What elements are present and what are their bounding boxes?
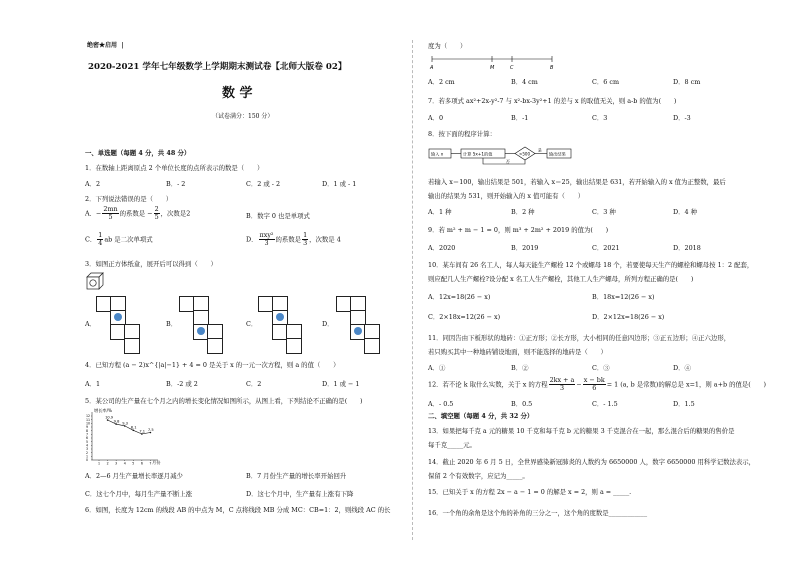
chart-data-point <box>150 432 152 434</box>
column-separator <box>412 40 413 540</box>
question-16: 16．一个角的余角是这个角的补角的三分之一，这个角的度数是____________ <box>428 509 648 517</box>
question-10-option-d[interactable]: D．2×12x=18(26 − x) <box>592 313 665 321</box>
chart-ytick-label: 11 <box>86 417 91 422</box>
question-4-stem: 4．已知方程 (a − 2)x^{|a|−1} + 4 = 0 是关于 x 的一元一次方程，则 a 的值（ ） <box>85 361 340 369</box>
question-12-option-b[interactable]: B．0.5 <box>511 400 533 408</box>
question-12-option-c[interactable]: C．- 1.5 <box>592 400 618 408</box>
score-note: （试卷满分：150 分） <box>212 113 274 120</box>
segment-label-m: M <box>490 65 495 71</box>
segment-label-b: B <box>550 65 554 71</box>
question-11-option-b[interactable]: B．② <box>511 364 529 372</box>
chart-data-point <box>132 430 134 432</box>
question-8-stem: 8．按下面的程序计算： <box>428 130 496 138</box>
question-7-option-d[interactable]: D．-3 <box>673 114 691 122</box>
chart-xtick-label: 6 <box>140 461 143 466</box>
exam-title: 2020-2021 学年七年级数学上学期期末测试卷【北师大版卷 02】 <box>88 62 347 72</box>
question-4-option-a[interactable]: A．1 <box>85 380 101 388</box>
chart-xtick-label: 3 <box>115 461 118 466</box>
question-7-stem: 7．若多项式 ax²+2x-y²-7 与 x²-bx-3y²+1 的差与 x 的取值无关，则 a-b 的值为( ) <box>428 97 677 105</box>
question-12-option-a[interactable]: A．- 0.5 <box>428 400 454 408</box>
chart-data-label: 9.8 <box>113 419 120 424</box>
net-c <box>258 296 304 352</box>
chart-ytick-label: 12 <box>86 414 91 419</box>
chart-ytick-label: 1 <box>86 454 89 459</box>
chart-data-label: 7.5 <box>147 427 154 432</box>
chart-data-point <box>124 425 126 427</box>
growth-rate-chart-svg <box>86 406 186 466</box>
question-6-option-d[interactable]: D．8 cm <box>673 78 701 86</box>
question-10-stem-2: 则应配几人生产螺栓?设分配 x 名工人生产螺栓，其他工人生产螺母，所列方程正确的是( ) <box>428 275 694 283</box>
question-8-option-d[interactable]: D．4 种 <box>673 208 698 216</box>
question-8-option-c[interactable]: C．3 种 <box>592 208 616 216</box>
question-8-text-1: 若输入 x＝100，输出结果是 501，若输入 x＝25，输出结果是 631，若开始输入的 x 值为正整数，最后 <box>428 178 726 186</box>
flow-input-label: 输入 x <box>431 151 444 157</box>
question-3-option-d[interactable]: D． <box>322 320 334 328</box>
flow-yes-label: 是 <box>538 147 542 153</box>
flow-calc-label: 计算 5x+1的值 <box>463 151 493 157</box>
question-4-option-b[interactable]: B．-2 或 2 <box>166 380 198 388</box>
subject-title: 数 学 <box>222 86 253 101</box>
chart-ytick-label: 9 <box>86 425 89 430</box>
net-a <box>96 296 142 352</box>
chart-ytick-label: 4 <box>86 443 89 448</box>
question-9-stem: 9．若 m² + m − 1 = 0，则 m³ + 2m² + 2019 的值为( ) <box>428 226 609 234</box>
chart-ytick-label: 3 <box>86 447 89 452</box>
question-2-option-b[interactable]: B．数字 0 也是单项式 <box>246 212 310 220</box>
question-3-option-b[interactable]: B． <box>166 320 178 328</box>
chart-xtick-label: 4 <box>123 461 126 466</box>
question-5-option-d[interactable]: D．这七个月中，生产量有上涨有下降 <box>246 490 354 498</box>
question-1-option-c[interactable]: C．2 或 - 2 <box>246 180 281 188</box>
question-14-line-1: 14．截止 2020 年 6 月 5 日，全世界感染新冠肺炎的人数约为 6650000 人，数字 6650000 用科学记数法表示， <box>428 458 756 466</box>
chart-data-point <box>107 419 109 421</box>
question-5-option-c[interactable]: C．这七个月中，每月生产量不断上涨 <box>85 490 193 498</box>
section-title-fill-in: 二、填空题（每题 4 分，共 32 分） <box>428 412 534 420</box>
growth-rate-chart <box>86 406 186 466</box>
question-6-stem: 6．如图，长度为 12cm 的线段 AB 的中点为 M，C 点将线段 MB 分成 MC：CB=1：2，则线段 AC 的长 <box>85 506 391 514</box>
chart-xtick-label: 7 <box>149 461 152 466</box>
question-7-option-c[interactable]: C．3 <box>592 114 608 122</box>
question-4-option-c[interactable]: C．2 <box>246 380 262 388</box>
question-8-option-b[interactable]: B．2 种 <box>511 208 535 216</box>
question-10-stem-1: 10．某车间有 26 名工人，每人每天能生产螺栓 12 个或螺母 18 个，若要使每天生产的螺栓和螺母按 1：2 配套， <box>428 261 754 269</box>
chart-xtick-label: 5 <box>132 461 135 466</box>
question-11-option-a[interactable]: A．① <box>428 364 446 372</box>
question-1-option-a[interactable]: A．2 <box>85 180 101 188</box>
question-11-option-d[interactable]: D．④ <box>673 364 691 372</box>
question-10-option-a[interactable]: A．12x=18(26 − x) <box>428 293 491 301</box>
question-13-line-2: 每千克_____元。 <box>428 441 476 449</box>
chart-data-point <box>141 433 143 435</box>
question-11-stem-2: 若只购买其中一种地砖铺设地面，则不能选择的地砖是（ ） <box>428 348 607 356</box>
question-1-stem: 1．在数轴上距离原点 2 个单位长度的点所表示的数是（ ） <box>85 164 264 172</box>
chart-xtick-label: 2 <box>106 461 109 466</box>
question-10-option-b[interactable]: B．18x=12(26 − x) <box>592 293 655 301</box>
question-9-option-a[interactable]: A．2020 <box>428 244 456 252</box>
question-9-option-c[interactable]: C．2021 <box>592 244 620 252</box>
question-5-option-a[interactable]: A．2—6 月生产量增长率逐月减少 <box>85 472 183 480</box>
segment-label-c: C <box>510 65 514 71</box>
question-9-option-d[interactable]: D．2018 <box>673 244 701 252</box>
question-2-option-a[interactable]: A．− $\frac{2mn}{5}$ 的系数是 − $\frac{2}{5}$ ，次数是2 <box>85 205 191 222</box>
question-6-stem-continued: 度为（ ） <box>428 42 467 50</box>
question-7-option-a[interactable]: A．0 <box>428 114 444 122</box>
question-2-option-d[interactable]: D． $\frac{\text{πxy²}}{3}$ 的系数是 $\frac{1}{3}$ ，次数是 4 <box>246 231 341 248</box>
cube-figure <box>86 272 104 290</box>
chart-xtick-label: 1 <box>98 461 101 466</box>
question-2-stem: 2．下列说法错误的是（ ） <box>85 195 173 203</box>
flow-no-label: 否 <box>506 159 510 164</box>
net-d <box>336 296 382 352</box>
segment-figure <box>428 53 568 73</box>
question-1-option-b[interactable]: B．- 2 <box>166 180 186 188</box>
question-11-stem-1: 11．同因告由下板形状的地砖：①正方形；②长方形，大小相同的任意四边形；③正五边形；④正六边形， <box>428 334 731 342</box>
chart-ytick-label: 0 <box>86 458 89 463</box>
net-b <box>179 296 225 352</box>
question-8-text-2: 输出的结果为 531，则开始输入的 x 值可能有（ ） <box>428 192 585 200</box>
question-13-line-1: 13．如果把每千克 a 元的糖果 10 千克和每千克 b 元的糖果 3 千克混合在一起，那么混合后的糖果的售价是 <box>428 427 735 435</box>
question-12-stem: 12．若不论 k 取什么实数，关于 x 的方程 $\frac{2kx + a}{3}$ − $\frac{x - bk}{6}$ = 1 (a, b 是常数)的解总是 x=1，则 a+b 的值是( ) <box>428 376 767 393</box>
question-6-option-a[interactable]: A．2 cm <box>428 78 455 86</box>
left-column <box>82 0 400 561</box>
question-14-line-2: 保留 2 个有效数字，应记为_____。 <box>428 472 529 480</box>
question-11-option-c[interactable]: C．③ <box>592 364 610 372</box>
chart-ytick-label: 5 <box>86 439 89 444</box>
question-6-option-c[interactable]: C．6 cm <box>592 78 620 86</box>
segment-label-a: A <box>430 65 434 71</box>
question-3-option-a[interactable]: A． <box>85 320 97 328</box>
question-2-option-c[interactable]: C． $\frac{1}{4}$ ab 是二次单项式 <box>85 231 153 248</box>
question-12-option-d[interactable]: D．1.5 <box>673 400 695 408</box>
question-15: 15．已知关于 x 的方程 2x − a − 1 = 0 的解是 x = 2，则 a = _____. <box>428 488 632 496</box>
chart-data-label: 7.1 <box>139 429 146 434</box>
chart-ytick-label: 10 <box>86 421 91 426</box>
flow-output-label: 输出结果 <box>549 151 566 157</box>
chart-data-point <box>115 423 117 425</box>
question-1-option-d[interactable]: D．1 或 - 1 <box>322 180 357 188</box>
chart-data-label: 10.9 <box>105 415 114 420</box>
question-9-option-b[interactable]: B．2019 <box>511 244 539 252</box>
flow-cond-label: >500 <box>519 151 530 157</box>
chart-xlabel: 月份 <box>152 460 161 465</box>
question-4-option-d[interactable]: D．1 或 − 1 <box>322 380 360 388</box>
question-8-option-a[interactable]: A．1 种 <box>428 208 452 216</box>
question-10-option-c[interactable]: C．2×18x=12(26 − x) <box>428 313 501 321</box>
question-6-option-b[interactable]: B．4 cm <box>511 78 538 86</box>
chart-ylabel: 增长率/% <box>94 408 112 413</box>
question-3-stem: 3．如图正方体纸盒，展开后可以得到（ ） <box>85 260 217 268</box>
question-7-option-b[interactable]: B．-1 <box>511 114 529 122</box>
flowchart <box>428 142 588 166</box>
section-title-single-choice: 一、单选题（每题 4 分，共 48 分） <box>85 149 191 157</box>
chart-ytick-label: 7 <box>86 432 89 437</box>
secret-label: 绝密★启用 | <box>87 42 124 49</box>
chart-data-label: 9.3 <box>122 421 128 426</box>
question-3-option-c[interactable]: C． <box>246 320 258 328</box>
chart-ytick-label: 8 <box>86 428 89 433</box>
chart-ytick-label: 2 <box>86 450 89 455</box>
question-5-option-b[interactable]: B．7 月份生产量的增长率开始回升 <box>246 472 347 480</box>
right-column <box>425 0 767 561</box>
question-5-stem: 5．某公司的生产量在七个月之内的增长变化情况如图所示，从图上看，下列结论不正确的是( ) <box>85 397 363 405</box>
chart-ytick-label: 6 <box>86 436 89 441</box>
chart-data-label: 8.1 <box>130 425 137 430</box>
